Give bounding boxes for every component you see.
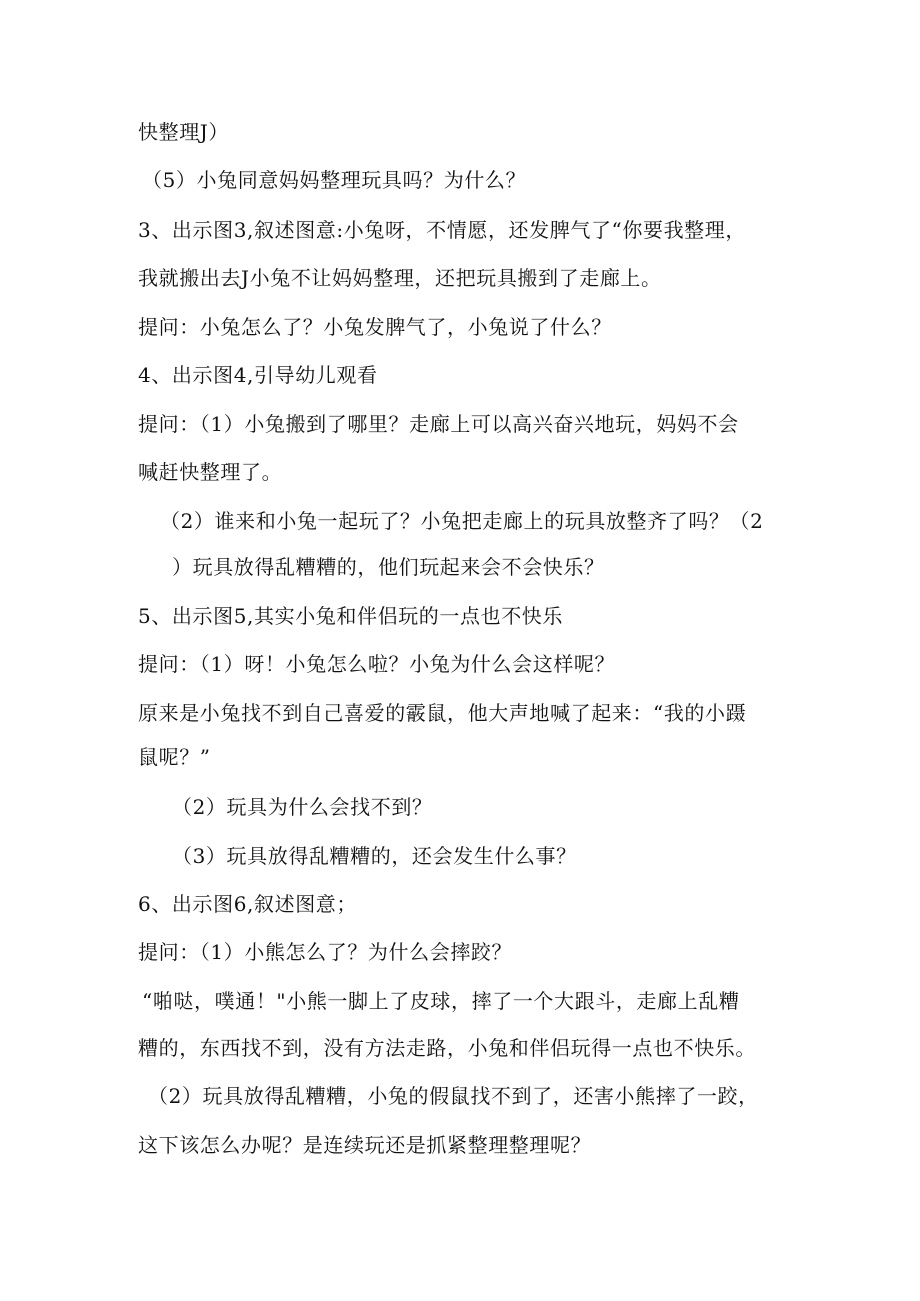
text-line-20: 糟的，东西找不到，没有方法走路，小兔和伴侣玩得一点也不快乐。 bbox=[138, 1036, 756, 1060]
text-line-3: 3、出示图3,叙述图意:小兔呀，不情愿，还发脾气了“你要我整理， bbox=[138, 218, 746, 242]
text-line-10: ）玩具放得乱糟糟的，他们玩起来会不会快乐？ bbox=[172, 555, 605, 579]
text-line-21: （2）玩具放得乱糟糟，小兔的假鼠找不到了，还害小熊摔了一跤， bbox=[148, 1084, 759, 1108]
text-line-12: 提问：（1）呀！小兔怎么啦？小兔为什么会这样呢？ bbox=[138, 652, 616, 676]
text-line-13: 原来是小兔找不到自己喜爱的霰鼠，他大声地喊了起来：“我的小蹑 bbox=[138, 701, 747, 725]
text-line-18: 提问：（1）小熊怎么了？为什么会摔跤？ bbox=[138, 940, 513, 964]
text-line-14: 鼠呢？” bbox=[138, 745, 211, 769]
text-line-6: 4、出示图4,引导幼儿观看 bbox=[138, 363, 378, 387]
text-line-17: 6、出示图6,叙述图意； bbox=[138, 892, 358, 916]
text-line-1: 快整理J） bbox=[138, 120, 230, 144]
text-line-5: 提问：小兔怎么了？小兔发脾气了，小兔说了什么？ bbox=[138, 315, 612, 339]
text-line-9: （2）谁来和小兔一起玩了？小兔把走廊上的玩具放整齐了吗？（2 bbox=[160, 509, 764, 533]
text-line-8: 喊赶快整理了。 bbox=[138, 460, 283, 484]
text-line-19: “啪哒，噗通！"小熊一脚上了皮球，摔了一个大跟斗，走廊上乱糟 bbox=[142, 989, 740, 1013]
text-line-4: 我就搬出去J小兔不让妈妈整理，还把玩具搬到了走廊上。 bbox=[138, 266, 662, 290]
text-line-15: （2）玩具为什么会找不到？ bbox=[172, 795, 433, 819]
text-line-22: 这下该怎么办呢？是连续玩还是抓紧整理整理呢？ bbox=[138, 1133, 592, 1157]
text-line-2: （5）小兔同意妈妈整理玩具吗？为什么？ bbox=[142, 168, 527, 192]
text-line-7: 提问：（1）小兔搬到了哪里？走廊上可以高兴奋兴地玩，妈妈不会 bbox=[138, 412, 739, 436]
text-line-16: （3）玩具放得乱糟糟的，还会发生什么事？ bbox=[172, 844, 577, 868]
text-line-11: 5、出示图5,其实小兔和伴侣玩的一点也不快乐 bbox=[138, 604, 564, 628]
